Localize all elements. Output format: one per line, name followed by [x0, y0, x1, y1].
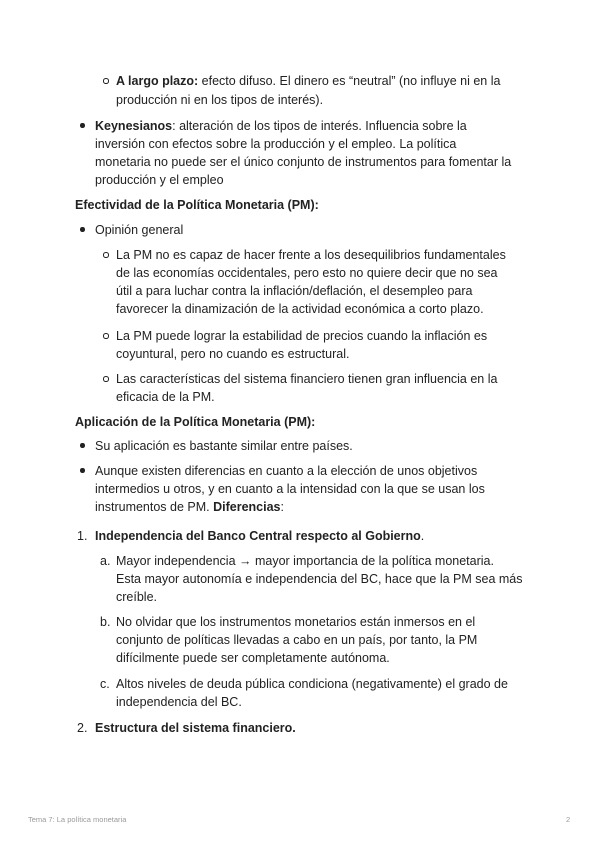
circle-bullet-icon	[103, 78, 109, 84]
list-letter-a: a.	[100, 554, 111, 568]
disc-bullet-icon	[80, 227, 85, 232]
sub-c-line-2: independencia del BC.	[116, 695, 242, 709]
section-heading-aplicacion: Aplicación de la Política Monetaria (PM):	[75, 415, 316, 429]
independencia-period: .	[420, 529, 425, 543]
opinion-sub3-line-2: eficacia de la PM.	[116, 390, 215, 404]
aplicacion-item-1: Su aplicación es bastante similar entre países.	[95, 439, 353, 453]
opinion-sub2-line-2: coyuntural, pero no cuando es estructural.	[116, 347, 350, 361]
keynesianos-label: Keynesianos	[95, 119, 173, 133]
sub-b-line-3: difícilmente puede ser completamente autónoma.	[116, 651, 390, 665]
aplicacion-item-2-line-2: intermedios u otros, y en cuanto a la intensidad con la que se usan los	[95, 482, 485, 496]
aplicacion-item-2-line-3	[95, 498, 284, 516]
sub-a-line-3: creíble.	[116, 590, 157, 604]
long-term-line-1	[116, 72, 500, 90]
independencia-title: Independencia del Banco Central respecto al Gobierno	[95, 529, 421, 543]
keynesianos-line-2: inversión con efectos sobre la producción y el empleo. La política	[95, 137, 457, 151]
keynesianos-line-1	[95, 117, 467, 135]
keynesianos-text: : alteración de los tipos de interés. Influencia sobre la	[172, 119, 467, 133]
page-number: 2	[566, 815, 571, 824]
long-term-line-2: producción ni en los tipos de interés).	[116, 93, 324, 107]
section-heading-efectividad: Efectividad de la Política Monetaria (PM):	[75, 198, 319, 212]
sub-b-line-2: conjunto de políticas llevadas a cabo en un país, por tanto, la PM	[116, 633, 478, 647]
estructura-title: Estructura del sistema financiero.	[95, 721, 296, 735]
opinion-sub1-line-1: La PM no es capaz de hacer frente a los desequilibrios fundamentales	[116, 248, 506, 262]
aplicacion-item-2-colon: :	[280, 500, 284, 514]
circle-bullet-icon	[103, 252, 109, 258]
list-letter-b: b.	[100, 615, 111, 629]
opinion-sub1-line-4: favorecer la dinamización de la actividad económica a corto plazo.	[116, 302, 484, 316]
opinion-sub2-line-1: La PM puede lograr la estabilidad de precios cuando la inflación es	[116, 329, 488, 343]
disc-bullet-icon	[80, 468, 85, 473]
keynesianos-line-4: producción y el empleo	[95, 173, 224, 187]
sub-a-line-2: Esta mayor autonomía e independencia del BC, hace que la PM sea más	[116, 572, 523, 586]
disc-bullet-icon	[80, 123, 85, 128]
circle-bullet-icon	[103, 333, 109, 339]
long-term-text: efecto difuso. El dinero es “neutral” (no influye ni en la	[198, 74, 501, 88]
sub-c-line-1: Altos niveles de deuda pública condiciona (negativamente) el grado de	[116, 677, 508, 691]
long-term-label: A largo plazo:	[116, 74, 199, 88]
numbered-item-2-title	[95, 719, 296, 737]
aplicacion-item-2-line-1: Aunque existen diferencias en cuanto a la elección de unos objetivos	[95, 464, 478, 478]
opinion-sub1-line-2: de las economías occidentales, pero esto no quiere decir que no sea	[116, 266, 498, 280]
disc-bullet-icon	[80, 443, 85, 448]
list-number-2: 2.	[77, 721, 88, 735]
opinion-sub1-line-3: útil a para luchar contra la inflación/deflación, el desempleo para	[116, 284, 473, 298]
opinion-sub3-line-1: Las características del sistema financiero tienen gran influencia en la	[116, 372, 498, 386]
keynesianos-line-3: monetaria no puede ser el único conjunto de instrumentos para fomentar la	[95, 155, 512, 169]
footer-title: Tema 7: La política monetaria	[28, 815, 127, 824]
list-letter-c: c.	[100, 677, 110, 691]
aplicacion-item-2-text: instrumentos de PM.	[95, 500, 214, 514]
opinion-general-item: Opinión general	[95, 223, 184, 237]
diferencias-label: Diferencias	[213, 500, 281, 514]
sub-b-line-1: No olvidar que los instrumentos monetarios están inmersos en el	[116, 615, 476, 629]
circle-bullet-icon	[103, 376, 109, 382]
list-number-1: 1.	[77, 529, 88, 543]
sub-a-line-1: Mayor independencia → mayor importancia de la política monetaria.	[116, 554, 494, 568]
numbered-item-1-title	[95, 527, 424, 545]
